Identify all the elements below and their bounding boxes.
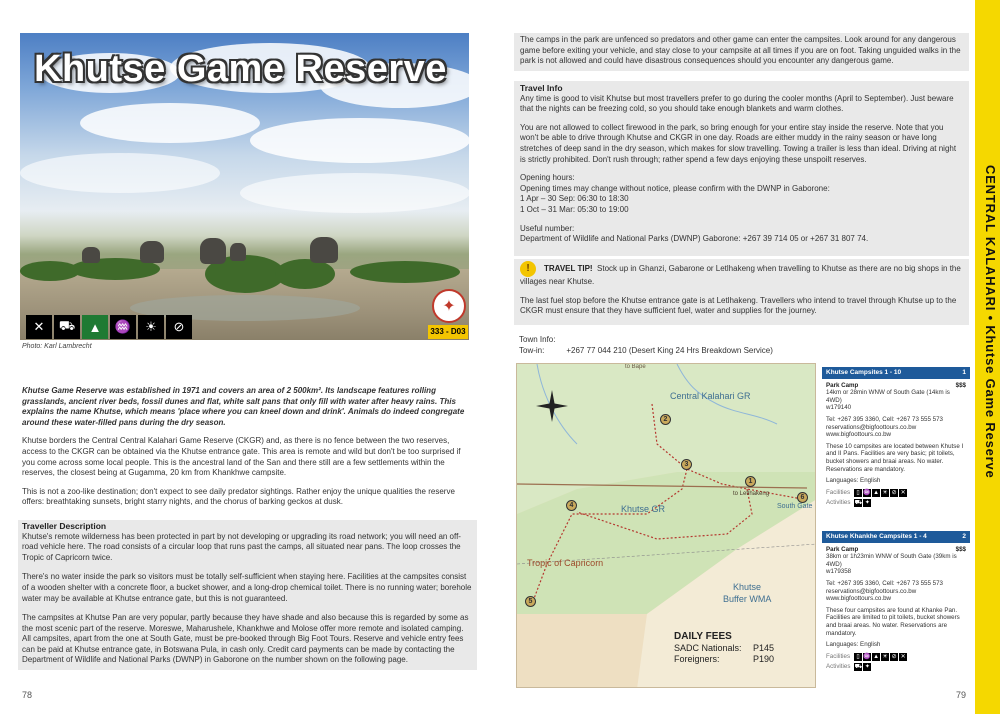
no-water-icon: ⊘ <box>891 489 897 496</box>
hiking-icon: ✦ <box>864 663 870 670</box>
page-title: Khutse Game Reserve <box>34 48 447 90</box>
body-paragraph: Any time is good to visit Khutse but most travellers prefer to go during the cooler months (April to September). Just beware that the nights can be freezing cold, so you should take enough blankets and warm clothes. <box>520 93 954 114</box>
map-marker[interactable]: 3 <box>681 459 692 470</box>
page-number-left: 78 <box>22 690 33 700</box>
no-water-icon: ⊘ <box>891 653 897 660</box>
camp-languages: Languages: English <box>826 641 881 649</box>
map-marker[interactable]: 1 <box>745 476 756 487</box>
camp-price: $$$ <box>955 545 966 553</box>
fee-label: Foreigners: <box>674 654 720 664</box>
camp-tel: Tel: +267 395 3360, Cell: +267 73 555 573 <box>826 415 943 423</box>
toilet-icon: ▯ <box>854 653 862 661</box>
no-fuel-icon: ✕ <box>26 315 52 339</box>
body-paragraph: You are not allowed to collect firewood in the park, so bring enough for your entire stay inside the reserve. Note that you won't be able to drive through Khutse and CKGR in one day. Roads are either muddy in the rainy season or have long stretches of deep sand in the dry season, which makes for slow travelling. Towing a trailer is less than ideal. Driving at night is strictly prohibited. Don't rush through; rather spend a few days enjoying these unspoilt reserves. <box>520 122 957 164</box>
traveller-description-box <box>18 520 477 670</box>
body-paragraph: Khutse borders the Central Central Kalahari Game Reserve (CKGR) and, as there is no fence between the two reserves, access to the CKGR can be obtained via the Khutse entrance gate. This area is remote and wild but don't be too surprised if you come across some local people. This is the ancestral land of the San and there still are a few settlements within the reserves, the closest being at Gugamma, 20 km from Khankhwe campsite. <box>22 436 461 478</box>
shower-icon: ♒ <box>863 653 871 660</box>
body-paragraph: There's no water inside the park so visitors must be totally self-sufficient when staying here. Facilities at the campsites consist of a wooden shelter with a concrete floor, a bucket shower, and a long-drop chemical toilet. There is no running water; borehole water may be available at Khutse entrance gate, but this is not guaranteed. <box>22 572 472 603</box>
body-paragraph: This is not a zoo-like destination; don't expect to see daily predator sightings. Rather enjoy the unique qualities the reserve offers: breathtaking sunsets, bright starry nights, and the chorus of barking geckos at dusk. <box>22 486 455 507</box>
opening-note: Opening times may change without notice, please confirm with the DWNP in Gaborone: <box>520 183 830 193</box>
warning-text: The camps in the park are unfenced so predators and other game can enter the campsites. Look around for any dangerous game before exiting your vehicle, and stay close to your campsite at all times if you are on foot. Taking unguided walks in the park is not allowed and could have disastrous consequences should you encounter any dangerous game. <box>520 35 961 66</box>
camp-email[interactable]: reservations@bigfoottours.co.bw <box>826 587 917 595</box>
camp-location: 38km or 1h23min WNW of South Gate (39km is 4WD) <box>826 553 957 568</box>
opening-summer: 1 Apr – 30 Sep: 06:30 to 18:30 <box>520 194 629 204</box>
map-label: to Bape <box>625 364 646 370</box>
map-label: South Gate <box>777 503 813 510</box>
map-label: Khutse GR <box>621 504 666 514</box>
campsite-card <box>822 531 970 676</box>
map-label: Buffer WMA <box>723 594 772 604</box>
tent-icon: ▲ <box>82 315 108 339</box>
camp-code: w179358 <box>826 568 852 576</box>
campsite-card <box>822 367 970 512</box>
travel-tip-box <box>514 259 969 325</box>
tip-title: TRAVEL TIP! <box>544 264 593 274</box>
toilet-icon: ▯ <box>854 489 862 497</box>
activities-label: Activities <box>826 662 851 670</box>
compass-icon: ✦ <box>432 289 466 323</box>
travel-info-box <box>514 81 969 256</box>
section-heading: Travel Info <box>520 83 563 93</box>
card-number: 1 <box>962 369 966 376</box>
daily-fees <box>674 631 774 665</box>
page-number-right: 79 <box>956 690 967 700</box>
no-power-icon: ✕ <box>900 489 906 496</box>
card-number: 2 <box>962 533 966 540</box>
camp-email[interactable]: reservations@bigfoottours.co.bw <box>826 423 917 431</box>
card-title: Khutse Khankhe Campsites 1 - 4 <box>826 533 927 540</box>
no-bike-icon: ⊘ <box>166 315 192 339</box>
tip-bulb-icon: ! <box>520 261 536 277</box>
chapter-tab-label: CENTRAL KALAHARI • Khutse Game Reserve <box>983 165 998 479</box>
intro-paragraph: Khutse Game Reserve was established in 1971 and covers an area of 2 500km². Its landscape features rolling grasslands, ancient river beds, fossil dunes and flat, white salt pans that only fill with water after heavy rains. This explains the name Khutse, which means 'place where you can kneel down and drink'. Animals do indeed congregate around these water-filled pans during the dry season. <box>22 386 465 427</box>
opening-winter: 1 Oct – 31 Mar: 05:30 to 19:00 <box>520 204 629 214</box>
game-drive-icon: ⛟ <box>854 663 863 670</box>
camp-price: $$$ <box>955 381 966 389</box>
map-label: Khutse <box>733 582 762 592</box>
activities-label: Activities <box>826 498 851 506</box>
tent-icon: ▲ <box>873 653 880 660</box>
camp-tel: Tel: +267 395 3360, Cell: +267 73 555 573 <box>826 579 943 587</box>
camp-location: 14km or 28min WNW of South Gate (14km is 4WD) <box>826 389 950 404</box>
town-info <box>519 335 773 356</box>
camp-web[interactable]: www.bigfoottours.co.bw <box>826 431 891 439</box>
facilities-label: Facilities <box>826 488 851 496</box>
shower-icon: ♒ <box>110 315 136 339</box>
camp-desc: These 10 campsites are located between Khutse I and II Pans. Facilities are very basic; pit toilets, bucket showers and braai areas. No water. Reservations are mandatory. <box>826 442 964 473</box>
no-power-icon: ✕ <box>900 653 906 660</box>
section-heading: Traveller Description <box>22 520 107 531</box>
tip-text-2: The last fuel stop before the Khutse entrance gate is at Letlhakeng. Travellers who intend to travel through Khutse up to the CKGR must ensure that they have sufficient fuel, water and supplies for the journey. <box>520 295 957 316</box>
map-label: to Letlhakeng <box>733 491 770 497</box>
map-label: Tropic of Capricorn <box>527 558 604 568</box>
tow-truck-icon: ⛟ <box>54 315 80 339</box>
camp-code: w179140 <box>826 404 852 412</box>
camp-name: Park Camp <box>826 381 859 389</box>
fees-title: DAILY FEES <box>674 631 732 642</box>
braai-icon: ☀ <box>882 489 888 496</box>
map-marker[interactable]: 4 <box>566 500 577 511</box>
fee-value: P145 <box>752 643 774 653</box>
camp-desc: These four campsites are found at Khanke Pan. Facilities are limited to pit toilets, bucket showers and braai areas. No water. Reservations are mandatory. <box>826 606 960 637</box>
braai-icon: ☀ <box>882 653 888 660</box>
camp-languages: Languages: English <box>826 477 881 485</box>
map-marker[interactable]: 2 <box>660 414 671 425</box>
game-drive-icon: ⛟ <box>854 499 863 506</box>
facility-icon-strip <box>26 315 192 339</box>
useful-number: Department of Wildlife and National Parks (DWNP) Gaborone: +267 39 714 05 or +267 31 807 74. <box>520 234 869 244</box>
tent-icon: ▲ <box>873 489 880 496</box>
left-body <box>22 386 473 670</box>
fee-value: P190 <box>752 654 774 664</box>
warning-box <box>514 33 969 71</box>
tow-label: Tow-in: <box>519 345 545 355</box>
shower-icon: ♒ <box>863 489 871 496</box>
map-marker[interactable]: 6 <box>797 492 808 503</box>
tip-text: Stock up in Ghanzi, Gabarone or Letlhakeng when travelling to Khutse as there are no big shops in the villages near Khutse. <box>520 264 961 286</box>
section-heading: Town Info: <box>519 335 556 344</box>
hiking-icon: ✦ <box>864 499 870 506</box>
map-marker[interactable]: 5 <box>525 596 536 607</box>
fee-label: SADC Nationals: <box>674 643 742 653</box>
camp-web[interactable]: www.bigfoottours.co.bw <box>826 595 891 603</box>
camp-name: Park Camp <box>826 545 859 553</box>
photo-credit: Photo: Karl Lambrecht <box>22 343 92 350</box>
braai-icon: ☀ <box>138 315 164 339</box>
card-title: Khutse Campsites 1 - 10 <box>826 369 902 376</box>
section-heading: Useful number: <box>520 223 575 233</box>
map-label: Central Kalahari GR <box>670 391 751 401</box>
facilities-label: Facilities <box>826 652 851 660</box>
section-heading: Opening hours: <box>520 173 575 183</box>
map-reference: 333 - D03 <box>428 325 468 339</box>
tow-value: +267 77 044 210 (Desert King 24 Hrs Breakdown Service) <box>566 345 773 355</box>
body-paragraph: The campsites at Khutse Pan are very popular, partly because they have shade and also because this is regarded by some as the most scenic part of the reserve. Moreswe, Maharushele, Khankhwe and Molose offer more remote and isolated camping. All campsites, apart from the one at South Gate, must be pre-booked through Big Foot Tours. Reserve and vehicle entry fees can be paid at Khutse entrance gate, in Botswana Pula, in cash only. Credit card payments can be made by contacting the Department of Wildlife and National Parks (DWNP) in Gaborone on the number shown on the following page. <box>22 613 469 665</box>
body-paragraph: Khutse's remote wilderness has been protected in part by not developing or upgrading its road network; you will need an off-road vehicle here. The road consists of a circular loop that runs past the camps, all situated near pans. The loop crosses the Tropic of Capricorn twice. <box>22 531 461 562</box>
